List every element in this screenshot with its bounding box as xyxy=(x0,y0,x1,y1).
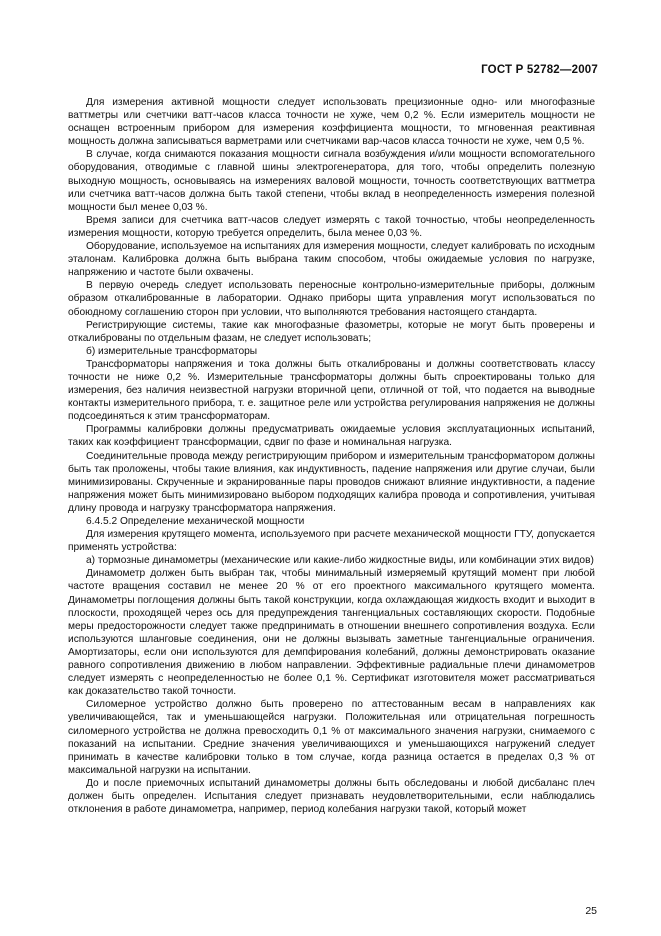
section-heading: 6.4.5.2 Определение механической мощности xyxy=(86,516,305,527)
paragraph: Динамометр должен быть выбран так, чтобы минимальный измеряемый крутящий момент при любой частоте вращения составил не менее 20 % от его проектного максимального крутящего момента. Динамометры поглощения должны быть такой конструкции, когда охлаждающая жидкость входит и выходит в плоскости, проходящей через ось для предупреждения тангенциальных составляющих скорости. Подобные меры предосторожности следует также предпринимать в отношении внешнего сопротивления воздуха. Если используются шланговые соединения, они не должны вызывать заметные тангенциальные ограничения. Амортизаторы, если они используются для демпфирования колебаний, должны демонстрировать оказание равного сопротивления движению в любом направлении. Эффективные радиальные плечи динамометров следует измерять с неопределенностью не более 0,1 %. Сертификат изготовителя может рассматриваться как доказательство такой точности. xyxy=(68,568,595,698)
paragraph: Трансформаторы напряжения и тока должны быть откалиброваны и должны соответствовать классу точности не ниже 0,2 %. Измерительные трансформаторы должны быть спроектированы только для измерения, без наличия неизвестной нагрузки вторичной цепи, отличной от той, что подается на выводные контакты измерительного прибора, т. е. защитное реле или устройства регулирования напряжения не должны подсоединяться к этим трансформаторам. xyxy=(68,358,595,423)
document-id-header: ГОСТ Р 52782—2007 xyxy=(481,64,598,76)
list-item: б) измерительные трансформаторы xyxy=(86,345,258,357)
list-item: а) тормозные динамометры (механические или какие-либо жидкостные виды, или комбинации этих видов) xyxy=(86,555,594,567)
paragraph: Для измерения активной мощности следует использовать прецизионные одно- или многофазные ваттметры или счетчики ватт-часов класса точности не хуже, чем 0,2 %. Если измеритель мощности не оснащен встроенным прибором для измерения коэффициента мощности, то мгновенная реактивная мощность должна записываться варметрами или счетчиками вар-часов класса точности не хуже, чем 0,5 %. xyxy=(68,97,595,148)
paragraph: До и после приемочных испытаний динамометры должны быть обследованы и любой дисбаланс плеч должен быть определен. Испытания следует признавать неудовлетворительными, если наблюдались отклонения в работе динамометра, например, период колебания нагрузки такой, который может xyxy=(68,777,595,816)
paragraph: Для измерения крутящего момента, используемого при расчете механической мощности ГТУ, допускается применять устройства: xyxy=(68,529,595,554)
paragraph: Программы калибровки должны предусматривать ожидаемые условия эксплуатационных испытаний, таких как коэффициент трансформации, сдвиг по фазе и номинальная нагрузка. xyxy=(68,424,595,449)
paragraph: В случае, когда снимаются показания мощности сигнала возбуждения и/или мощности вспомогательного оборудования, отводимые с главной шины электрогенератора, для того, чтобы определить полезную выходную мощность, основываясь на измерениях валовой мощности, точность соответствующих ваттметра или счетчика ватт-часов должна быть такой степени, чтобы вклад в неопределенность измерения полезной мощности был менее 0,03 %. xyxy=(68,149,595,213)
paragraph: Соединительные провода между регистрирующим прибором и измерительным трансформатором должны быть так проложены, чтобы такие влияния, как индуктивность, падение напряжения или другие случаи, были минимизированы. Скрученные и экранированные пары проводов снижают влияние индуктивности, а падение напряжения может быть минимизировано выбором подходящих калибра провода и сопротивления, учитывая длину провода и нагрузку трансформатора напряжения. xyxy=(68,450,595,514)
paragraph: Силомерное устройство должно быть проверено по аттестованным весам в направлениях как увеличивающейся, так и уменьшающейся нагрузки. Положительная или отрицательная погрешность силомерного устройства не должна превосходить 0,1 % от максимального значения нагрузки, снимаемого с показаний на испытании. Средние значения увеличивающихся и уменьшающихся нагружений следует принимать в качестве калибровки только в том случае, когда разница остается в пределах 0,3 % от максимальной нагрузки на испытании. xyxy=(68,699,595,776)
paragraph: Оборудование, используемое на испытаниях для измерения мощности, следует калибровать по исходным эталонам. Калибровка должна быть выбрана таким способом, чтобы ожидаемые условия по нагрузке, напряжению и частоте были охвачены. xyxy=(68,241,595,279)
page-number: 25 xyxy=(585,905,597,917)
paragraph: В первую очередь следует использовать переносные контрольно-измерительные приборы, должным образом откалиброванные в лаборатории. Однако приборы щита управления могут использоваться по обоюдному соглашению сторон при условии, что выполняются требования настоящего стандарта. xyxy=(68,280,595,318)
document-body xyxy=(68,96,595,816)
paragraph: Регистрирующие системы, такие как многофазные фазометры, которые не могут быть проверены и откалиброваны по отдельным фазам, не следует использовать; xyxy=(68,319,595,344)
paragraph: Время записи для счетчика ватт-часов следует измерять с такой точностью, чтобы неопределенность измерения мощности, которую требуется определить, была менее 0,03 %. xyxy=(68,214,595,239)
